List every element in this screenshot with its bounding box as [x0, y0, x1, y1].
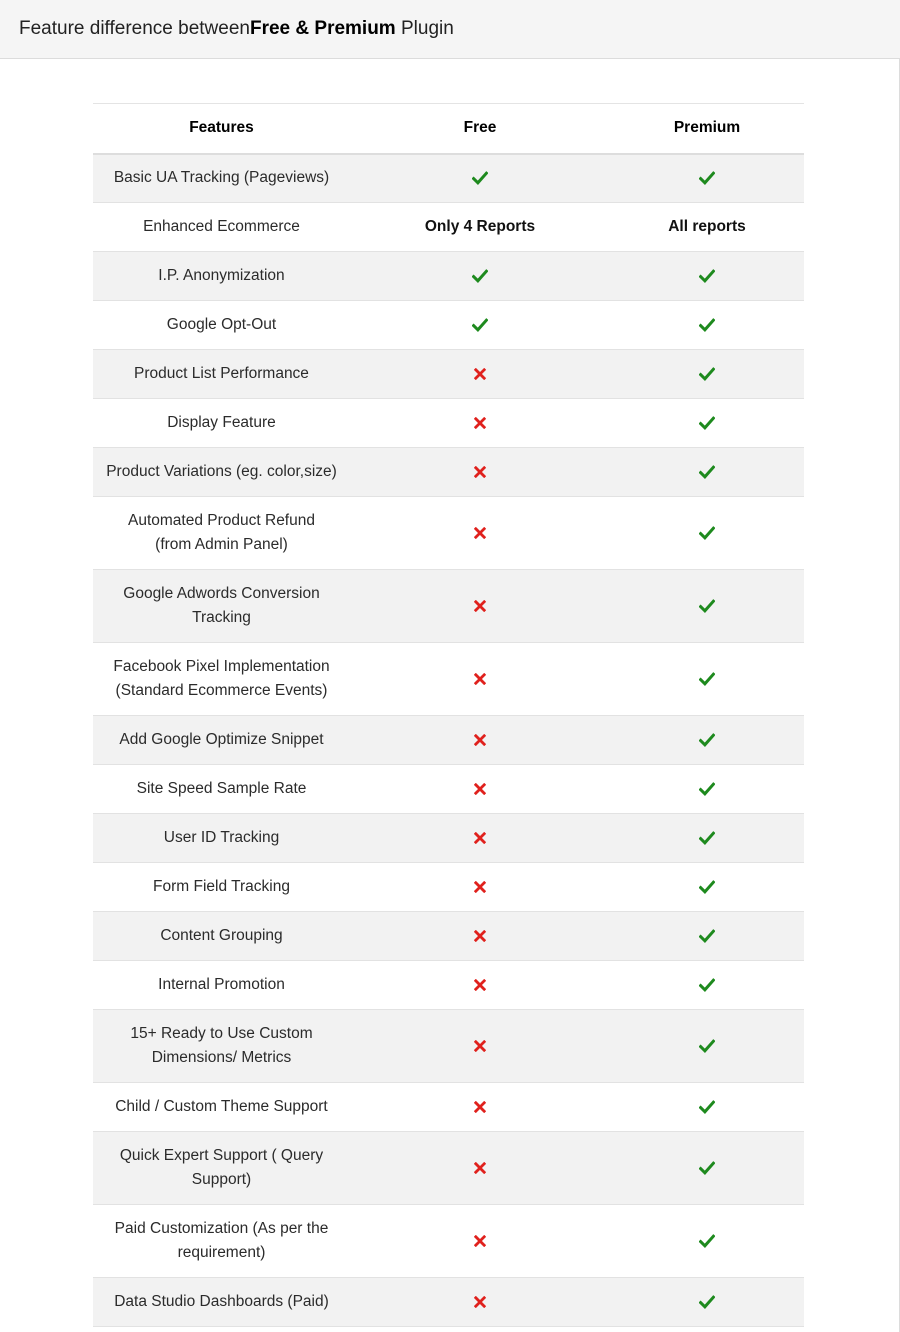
feature-name-cell: Internal Promotion: [158, 976, 285, 993]
feature-name-cell: Add Google Optimize Snippet: [119, 731, 324, 748]
free-value-cell: [350, 1132, 610, 1205]
table-row: [93, 1083, 804, 1132]
feature-name-line: Dimensions/ Metrics: [151, 1049, 292, 1066]
feature-name-line: Google Adwords Conversion: [123, 585, 320, 602]
premium-value-cell: [610, 570, 804, 643]
title-amp: &: [290, 18, 315, 39]
feature-name-cell: Content Grouping: [160, 927, 283, 944]
feature-name-cell: Product List Performance: [134, 365, 309, 382]
premium-value-cell: [610, 814, 804, 863]
checkmark-icon: [699, 416, 715, 430]
premium-value-cell: [610, 1083, 804, 1132]
title-suffix: Plugin: [395, 18, 454, 39]
premium-value-cell: [610, 252, 804, 301]
cross-icon: [474, 734, 486, 746]
feature-name-cell: User ID Tracking: [163, 829, 280, 846]
feature-name-line: Quick Expert Support ( Query: [119, 1147, 324, 1164]
feature-name-cell: I.P. Anonymization: [158, 267, 285, 284]
checkmark-icon: [699, 1100, 715, 1114]
page-title: [0, 0, 900, 59]
table-row: [93, 863, 804, 912]
cross-icon: [474, 1101, 486, 1113]
premium-value-cell: [610, 399, 804, 448]
checkmark-icon: [699, 599, 715, 613]
feature-name-line: Facebook Pixel Implementation: [113, 658, 330, 675]
feature-name-cell: Google Opt-Out: [166, 316, 277, 333]
cross-icon: [474, 1235, 486, 1247]
free-value-cell: [350, 1205, 610, 1278]
premium-value-cell: [610, 765, 804, 814]
feature-name-cell: [93, 497, 350, 570]
free-value-cell: [350, 912, 610, 961]
free-value-cell: [350, 814, 610, 863]
cross-icon: [474, 979, 486, 991]
checkmark-icon: [472, 318, 488, 332]
checkmark-icon: [699, 1295, 715, 1309]
feature-name-cell: Form Field Tracking: [153, 878, 290, 895]
free-value-cell: [350, 252, 610, 301]
cross-icon: [474, 1162, 486, 1174]
checkmark-icon: [699, 733, 715, 747]
free-value-cell: [350, 570, 610, 643]
feature-name-line: (from Admin Panel): [155, 536, 288, 553]
premium-value-cell: [610, 912, 804, 961]
cross-icon: [474, 832, 486, 844]
cross-icon: [474, 783, 486, 795]
feature-name-line: requirement): [177, 1244, 266, 1261]
checkmark-icon: [699, 782, 715, 796]
premium-value-cell: [610, 863, 804, 912]
premium-value-cell: [610, 1205, 804, 1278]
title-prefix: Feature difference between: [19, 18, 250, 39]
table-row: [93, 497, 804, 570]
free-value-cell: [350, 448, 610, 497]
cross-icon: [474, 673, 486, 685]
column-header-free: Free: [463, 119, 497, 137]
cross-icon: [474, 600, 486, 612]
table-row: [93, 301, 804, 350]
free-value-cell: [350, 350, 610, 399]
feature-name-cell: Display Feature: [167, 414, 276, 431]
checkmark-icon: [699, 880, 715, 894]
cross-icon: [474, 1040, 486, 1052]
feature-name-line: Paid Customization (As per the: [114, 1220, 329, 1237]
checkmark-icon: [699, 318, 715, 332]
table-row: [93, 1132, 804, 1205]
column-header-premium: Premium: [673, 119, 741, 137]
table-row: [93, 448, 804, 497]
free-value-cell: [350, 399, 610, 448]
table-row: [93, 1205, 804, 1278]
free-value-text: Only 4 Reports: [424, 218, 536, 235]
table-row: [93, 154, 804, 203]
checkmark-icon: [699, 526, 715, 540]
feature-name-cell: Basic UA Tracking (Pageviews): [113, 169, 330, 187]
feature-name-cell: [93, 643, 350, 716]
free-value-cell: [350, 716, 610, 765]
premium-value-cell: [610, 448, 804, 497]
checkmark-icon: [699, 672, 715, 686]
free-value-cell: [350, 961, 610, 1010]
checkmark-icon: [472, 171, 488, 185]
table-row: [93, 912, 804, 961]
table-body: [93, 154, 804, 1327]
premium-value-cell: [610, 350, 804, 399]
premium-value-cell: [610, 1132, 804, 1205]
table-row: [93, 961, 804, 1010]
checkmark-icon: [699, 367, 715, 381]
checkmark-icon: [472, 269, 488, 283]
table-row: [93, 203, 804, 252]
cross-icon: [474, 466, 486, 478]
premium-value-cell: [610, 1010, 804, 1083]
table-row: [93, 252, 804, 301]
premium-value-cell: [610, 497, 804, 570]
title-premium: Premium: [314, 18, 396, 39]
checkmark-icon: [699, 465, 715, 479]
title-free: Free: [249, 18, 291, 39]
cross-icon: [474, 930, 486, 942]
checkmark-icon: [699, 1161, 715, 1175]
free-value-cell: [350, 1278, 610, 1327]
free-value-cell: [350, 1010, 610, 1083]
free-value-cell: [350, 497, 610, 570]
feature-comparison-table: [93, 103, 804, 1327]
feature-name-line: (Standard Ecommerce Events): [115, 682, 328, 699]
cross-icon: [474, 881, 486, 893]
premium-value-cell: [610, 1278, 804, 1327]
premium-value-text: All reports: [668, 218, 746, 235]
feature-name-line: Automated Product Refund: [128, 512, 315, 529]
free-value-cell: [350, 863, 610, 912]
feature-name-cell: Child / Custom Theme Support: [115, 1098, 328, 1115]
checkmark-icon: [699, 978, 715, 992]
feature-name-cell: [93, 1205, 350, 1278]
premium-value-cell: [610, 961, 804, 1010]
premium-value-cell: [610, 154, 804, 203]
free-value-cell: [350, 643, 610, 716]
table-row: [93, 399, 804, 448]
table-row: [93, 1010, 804, 1083]
feature-name-line: Tracking: [192, 609, 251, 626]
cross-icon: [474, 1296, 486, 1308]
table-row: [93, 765, 804, 814]
premium-value-cell: [610, 301, 804, 350]
checkmark-icon: [699, 929, 715, 943]
table-row: [93, 716, 804, 765]
feature-name-cell: Site Speed Sample Rate: [136, 780, 307, 797]
feature-name-cell: [93, 1010, 350, 1083]
checkmark-icon: [699, 269, 715, 283]
table-row: [93, 643, 804, 716]
checkmark-icon: [699, 171, 715, 185]
feature-name-cell: Product Variations (eg. color,size): [106, 463, 337, 480]
table-row: [93, 1278, 804, 1327]
table-header-row: [93, 104, 804, 154]
cross-icon: [474, 417, 486, 429]
checkmark-icon: [699, 1039, 715, 1053]
free-value-cell: [350, 154, 610, 203]
feature-name-cell: [93, 1132, 350, 1205]
cross-icon: [474, 368, 486, 380]
checkmark-icon: [699, 831, 715, 845]
feature-name-cell: Enhanced Ecommerce: [143, 218, 300, 235]
premium-value-cell: [610, 716, 804, 765]
feature-name-cell: Data Studio Dashboards (Paid): [114, 1293, 329, 1310]
checkmark-icon: [699, 1234, 715, 1248]
free-value-cell: [350, 765, 610, 814]
cross-icon: [474, 527, 486, 539]
table-row: [93, 350, 804, 399]
free-value-cell: [350, 1083, 610, 1132]
table-row: [93, 814, 804, 863]
feature-name-cell: [93, 570, 350, 643]
feature-name-line: Support): [191, 1171, 252, 1188]
free-value-cell: [350, 301, 610, 350]
feature-name-line: 15+ Ready to Use Custom: [130, 1025, 313, 1042]
column-header-features: Features: [189, 119, 254, 137]
table-row: [93, 570, 804, 643]
premium-value-cell: [610, 643, 804, 716]
